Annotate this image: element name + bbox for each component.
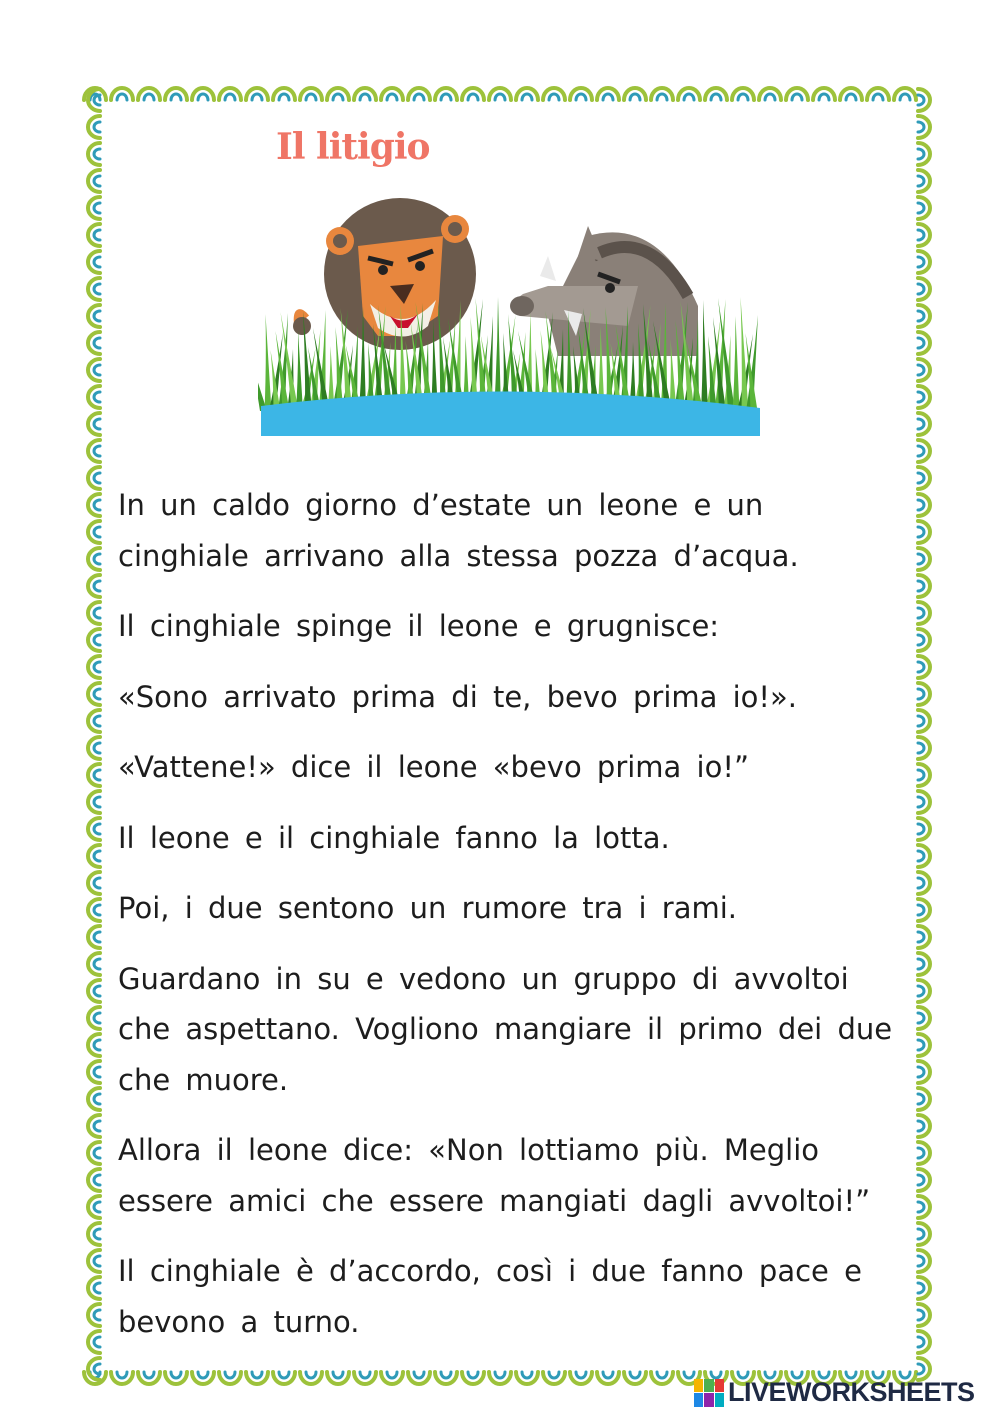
story-line: Il leone e il cinghiale fanno la lotta. bbox=[118, 820, 670, 855]
story-line: bevono a turno. bbox=[118, 1304, 360, 1339]
story-line: Il cinghiale spinge il leone e grugnisce: bbox=[118, 609, 720, 643]
story-line: cinghiale arrivano alla stessa pozza d’acqua. bbox=[118, 538, 799, 573]
liveworksheets-logo-icon bbox=[694, 1379, 724, 1407]
story-line: In un caldo giorno d’estate un leone e un bbox=[118, 488, 764, 522]
story-paragraph bbox=[118, 1125, 908, 1226]
story-line: «Vattene!» dice il leone «bevo prima io!” bbox=[118, 750, 749, 784]
story-paragraph bbox=[118, 883, 908, 934]
story-line: «Sono arrivato prima di te, bevo prima io!». bbox=[118, 679, 798, 714]
liveworksheets-logo bbox=[694, 1377, 975, 1408]
lion-illustration bbox=[293, 198, 476, 350]
story-paragraph bbox=[118, 672, 908, 723]
story-line: Allora il leone dice: «Non lottiamo più. Meglio bbox=[118, 1133, 820, 1167]
story-line: Il cinghiale è d’accordo, così i due fanno pace e bbox=[118, 1254, 862, 1288]
page-title: Il litigio bbox=[276, 126, 430, 168]
story-line: Poi, i due sentono un rumore tra i rami. bbox=[118, 891, 737, 925]
story-text bbox=[118, 480, 908, 1367]
story-line: che muore. bbox=[118, 1062, 289, 1097]
story-line: Guardano in su e vedono un gruppo di avvoltoi bbox=[118, 961, 849, 996]
boar-illustration bbox=[510, 226, 698, 356]
story-paragraph bbox=[118, 742, 908, 793]
story-line: che aspettano. Vogliono mangiare il primo dei due bbox=[118, 1012, 893, 1046]
story-paragraph bbox=[118, 1246, 908, 1347]
story-illustration bbox=[258, 196, 763, 438]
watermark-text: LIVEWORKSHEETS bbox=[728, 1377, 975, 1407]
story-paragraph bbox=[118, 480, 908, 581]
story-line: essere amici che essere mangiati dagli avvoltoi!” bbox=[118, 1183, 871, 1218]
story-paragraph bbox=[118, 601, 908, 652]
story-paragraph bbox=[118, 813, 908, 864]
story-paragraph bbox=[118, 954, 908, 1106]
